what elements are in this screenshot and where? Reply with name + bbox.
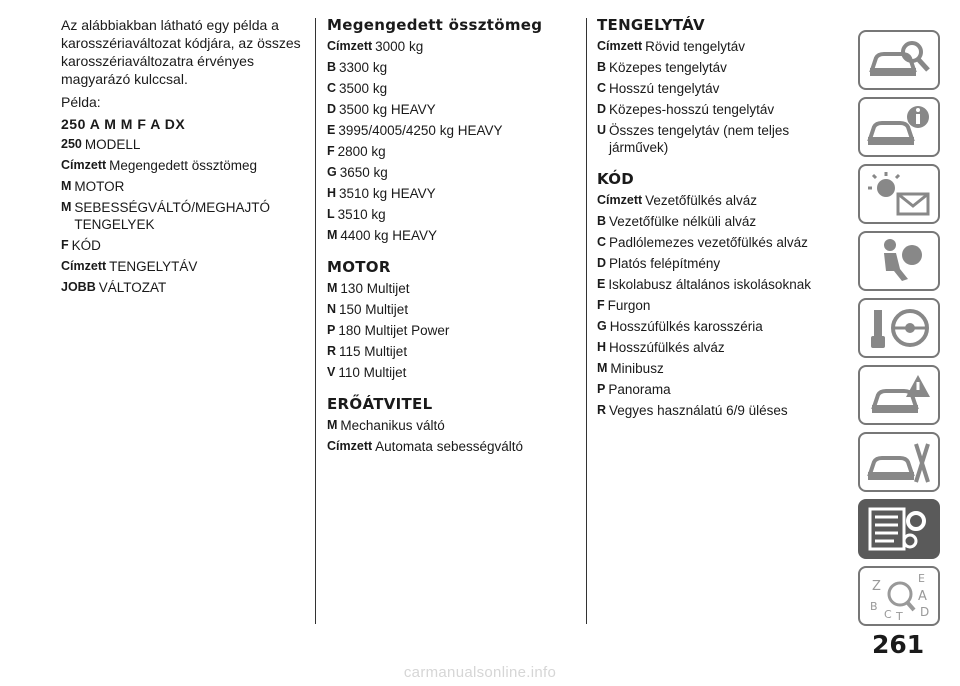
- code-letter: F: [61, 238, 69, 252]
- code-meaning: Panorama: [608, 382, 671, 397]
- code-row: [597, 381, 847, 398]
- code-row: [61, 157, 301, 174]
- code-row: [327, 438, 582, 455]
- code-row: [597, 101, 847, 118]
- code-row: [597, 255, 847, 272]
- code-letter: H: [597, 340, 607, 354]
- code-meaning: Hosszú tengelytáv: [609, 81, 720, 96]
- code-row: [327, 38, 582, 55]
- code-letter: B: [327, 60, 337, 74]
- index-letter: E: [918, 572, 925, 585]
- code-meaning: 180 Multijet Power: [338, 323, 450, 338]
- code-meaning: 130 Multijet: [340, 281, 410, 296]
- code-letter: M: [61, 200, 72, 214]
- code-letter: Címzett: [327, 439, 373, 453]
- code-meaning: SEBESSÉGVÁLTÓ/MEGHAJTÓ TENGELYEK: [74, 200, 270, 232]
- code-meaning: Vegyes használatú 6/9 üléses: [609, 403, 788, 418]
- car-search-icon: [864, 34, 934, 86]
- column-divider: [586, 18, 587, 624]
- tab-maintenance[interactable]: [858, 432, 940, 492]
- code-row: [327, 322, 582, 339]
- code-row: [327, 206, 582, 223]
- code-meaning: 3650 kg: [339, 165, 388, 180]
- code-letter: G: [597, 319, 607, 333]
- index-letter: C: [884, 608, 892, 621]
- code-letter: M: [61, 179, 72, 193]
- code-letter: G: [327, 165, 337, 179]
- code-letter: D: [597, 256, 607, 270]
- code-meaning: Padlólemezes vezetőfülkés alváz: [609, 235, 808, 250]
- code-row: [327, 185, 582, 202]
- code-meaning: 3510 kg HEAVY: [339, 186, 436, 201]
- code-legend-list: [61, 136, 301, 296]
- key-steering-wheel-icon: [864, 302, 934, 354]
- code-letter: D: [327, 102, 337, 116]
- code-meaning: 3300 kg: [339, 60, 388, 75]
- code-letter: U: [597, 123, 607, 137]
- tab-warning-lights[interactable]: [858, 164, 940, 224]
- code-letter: F: [327, 144, 335, 158]
- code-row: [597, 59, 847, 76]
- code-row: [597, 297, 847, 314]
- code-meaning: 3500 kg: [339, 81, 388, 96]
- code-meaning: Hosszúfülkés alváz: [609, 340, 725, 355]
- code-meaning: Közepes tengelytáv: [609, 60, 727, 75]
- tab-starting-driving[interactable]: [858, 298, 940, 358]
- index-letter: T: [896, 610, 903, 622]
- car-accident-icon: [864, 369, 934, 421]
- section-title: MOTOR: [327, 258, 391, 276]
- code-row: [61, 178, 301, 195]
- code-meaning: 115 Multijet: [339, 344, 408, 359]
- code-row: [327, 364, 582, 381]
- code-letter: R: [597, 403, 607, 417]
- code-meaning: Iskolabusz általános iskolásoknak: [608, 277, 811, 292]
- code-letter: E: [327, 123, 336, 137]
- tab-emergency[interactable]: [858, 365, 940, 425]
- airbag-seat-icon: [864, 235, 934, 287]
- code-row: [327, 417, 582, 434]
- code-letter: P: [327, 323, 336, 337]
- warning-light-envelope-icon: [864, 168, 934, 220]
- tab-technical-data[interactable]: [858, 499, 940, 559]
- tab-car-search[interactable]: [858, 30, 940, 90]
- code-row: [597, 276, 847, 293]
- code-meaning: Vezetőfülke nélküli alváz: [609, 214, 757, 229]
- column-left: [61, 16, 301, 300]
- code-letter: L: [327, 207, 335, 221]
- code-meaning: 3500 kg HEAVY: [339, 102, 436, 117]
- code-row: [597, 339, 847, 356]
- code-row: [597, 318, 847, 335]
- code-row: [597, 38, 847, 55]
- code-letter: Címzett: [61, 158, 107, 172]
- code-row: [61, 237, 301, 254]
- code-meaning: TENGELYTÁV: [109, 259, 198, 274]
- code-row: [597, 192, 847, 209]
- car-wrench-icon: [864, 436, 934, 488]
- code-letter: C: [597, 235, 607, 249]
- intro-paragraph: Az alábbiakban látható egy példa a karosszériaváltozat kódjára, az összes karosszériaváltozatra érvényes magyarázó kulccsal.: [61, 17, 301, 87]
- section-title: ERŐÁTVITEL: [327, 395, 433, 413]
- code-meaning: Hosszúfülkés karosszéria: [609, 319, 763, 334]
- code-row: [597, 213, 847, 230]
- column-middle: [327, 16, 582, 459]
- code-letter: Címzett: [597, 193, 643, 207]
- index-letter: Z: [872, 579, 881, 594]
- code-meaning: Furgon: [607, 298, 651, 313]
- code-meaning: 110 Multijet: [338, 365, 407, 380]
- code-meaning: 3995/4005/4250 kg HEAVY: [338, 123, 503, 138]
- code-letter: N: [327, 302, 337, 316]
- index-letter: D: [920, 605, 930, 619]
- code-row: [61, 279, 301, 296]
- code-meaning: Összes tengelytáv (nem teljes járművek): [609, 123, 790, 155]
- tab-car-info[interactable]: [858, 97, 940, 157]
- code-row: [61, 199, 301, 233]
- code-meaning: 4400 kg HEAVY: [340, 228, 437, 243]
- code-letter: B: [597, 214, 607, 228]
- code-meaning: Automata sebességváltó: [375, 439, 523, 454]
- code-row: [327, 301, 582, 318]
- technical-data-icon: [864, 503, 934, 555]
- code-meaning: Mechanikus váltó: [340, 418, 445, 433]
- code-letter: M: [597, 361, 608, 375]
- code-letter: R: [327, 344, 337, 358]
- code-letter: E: [597, 277, 606, 291]
- alphabetical-index-icon: [864, 570, 934, 622]
- index-letter: A: [918, 589, 927, 604]
- code-row: [61, 258, 301, 275]
- code-row: [327, 227, 582, 244]
- code-letter: JOBB: [61, 280, 96, 294]
- code-meaning: Megengedett össztömeg: [109, 158, 257, 173]
- code-meaning: 2800 kg: [337, 144, 386, 159]
- code-row: [327, 343, 582, 360]
- code-letter: M: [327, 418, 338, 432]
- code-meaning: 3510 kg: [337, 207, 386, 222]
- code-row: [597, 122, 847, 156]
- code-meaning: MODELL: [84, 137, 141, 152]
- code-meaning: Rövid tengelytáv: [645, 39, 745, 54]
- code-row: [61, 136, 301, 153]
- code-row: [327, 59, 582, 76]
- section-title: Megengedett össztömeg: [327, 16, 543, 34]
- index-letter: B: [870, 600, 878, 613]
- code-row: [327, 143, 582, 160]
- example-code: 250 A M M F A DX: [61, 116, 186, 132]
- code-letter: C: [327, 81, 337, 95]
- code-letter: F: [597, 298, 605, 312]
- code-row: [327, 280, 582, 297]
- code-meaning: KÓD: [71, 238, 101, 253]
- code-letter: Címzett: [327, 39, 373, 53]
- code-meaning: Platós felépítmény: [609, 256, 721, 271]
- code-meaning: Vezetőfülkés alváz: [645, 193, 757, 208]
- code-letter: M: [327, 281, 338, 295]
- column-divider: [315, 18, 316, 624]
- code-meaning: Minibusz: [610, 361, 664, 376]
- tab-index[interactable]: [858, 566, 940, 626]
- code-row: [597, 360, 847, 377]
- code-meaning: 150 Multijet: [339, 302, 409, 317]
- example-label: Példa:: [61, 94, 101, 110]
- code-letter: C: [597, 81, 607, 95]
- watermark-text: carmanualsonline.info: [403, 664, 557, 681]
- code-row: [327, 101, 582, 118]
- code-letter: Címzett: [597, 39, 643, 53]
- section-title: TENGELYTÁV: [597, 16, 705, 34]
- code-letter: Címzett: [61, 259, 107, 273]
- code-row: [597, 80, 847, 97]
- tab-safety[interactable]: [858, 231, 940, 291]
- code-row: [327, 80, 582, 97]
- code-meaning: MOTOR: [74, 179, 125, 194]
- chapter-tab-strip: [858, 30, 940, 633]
- code-row: [597, 234, 847, 251]
- code-row: [327, 122, 582, 139]
- code-row: [597, 402, 847, 419]
- code-letter: M: [327, 228, 338, 242]
- code-letter: B: [597, 60, 607, 74]
- code-letter: P: [597, 382, 606, 396]
- code-meaning: VÁLTOZAT: [98, 280, 167, 295]
- code-letter: D: [597, 102, 607, 116]
- code-row: [327, 164, 582, 181]
- code-meaning: 3000 kg: [375, 39, 424, 54]
- page-number: 261: [872, 630, 925, 659]
- code-letter: 250: [61, 137, 82, 151]
- code-letter: V: [327, 365, 336, 379]
- column-right: [597, 16, 847, 423]
- car-info-icon: [864, 101, 934, 153]
- section-title: KÓD: [597, 170, 635, 188]
- code-letter: H: [327, 186, 337, 200]
- code-meaning: Közepes-hosszú tengelytáv: [609, 102, 775, 117]
